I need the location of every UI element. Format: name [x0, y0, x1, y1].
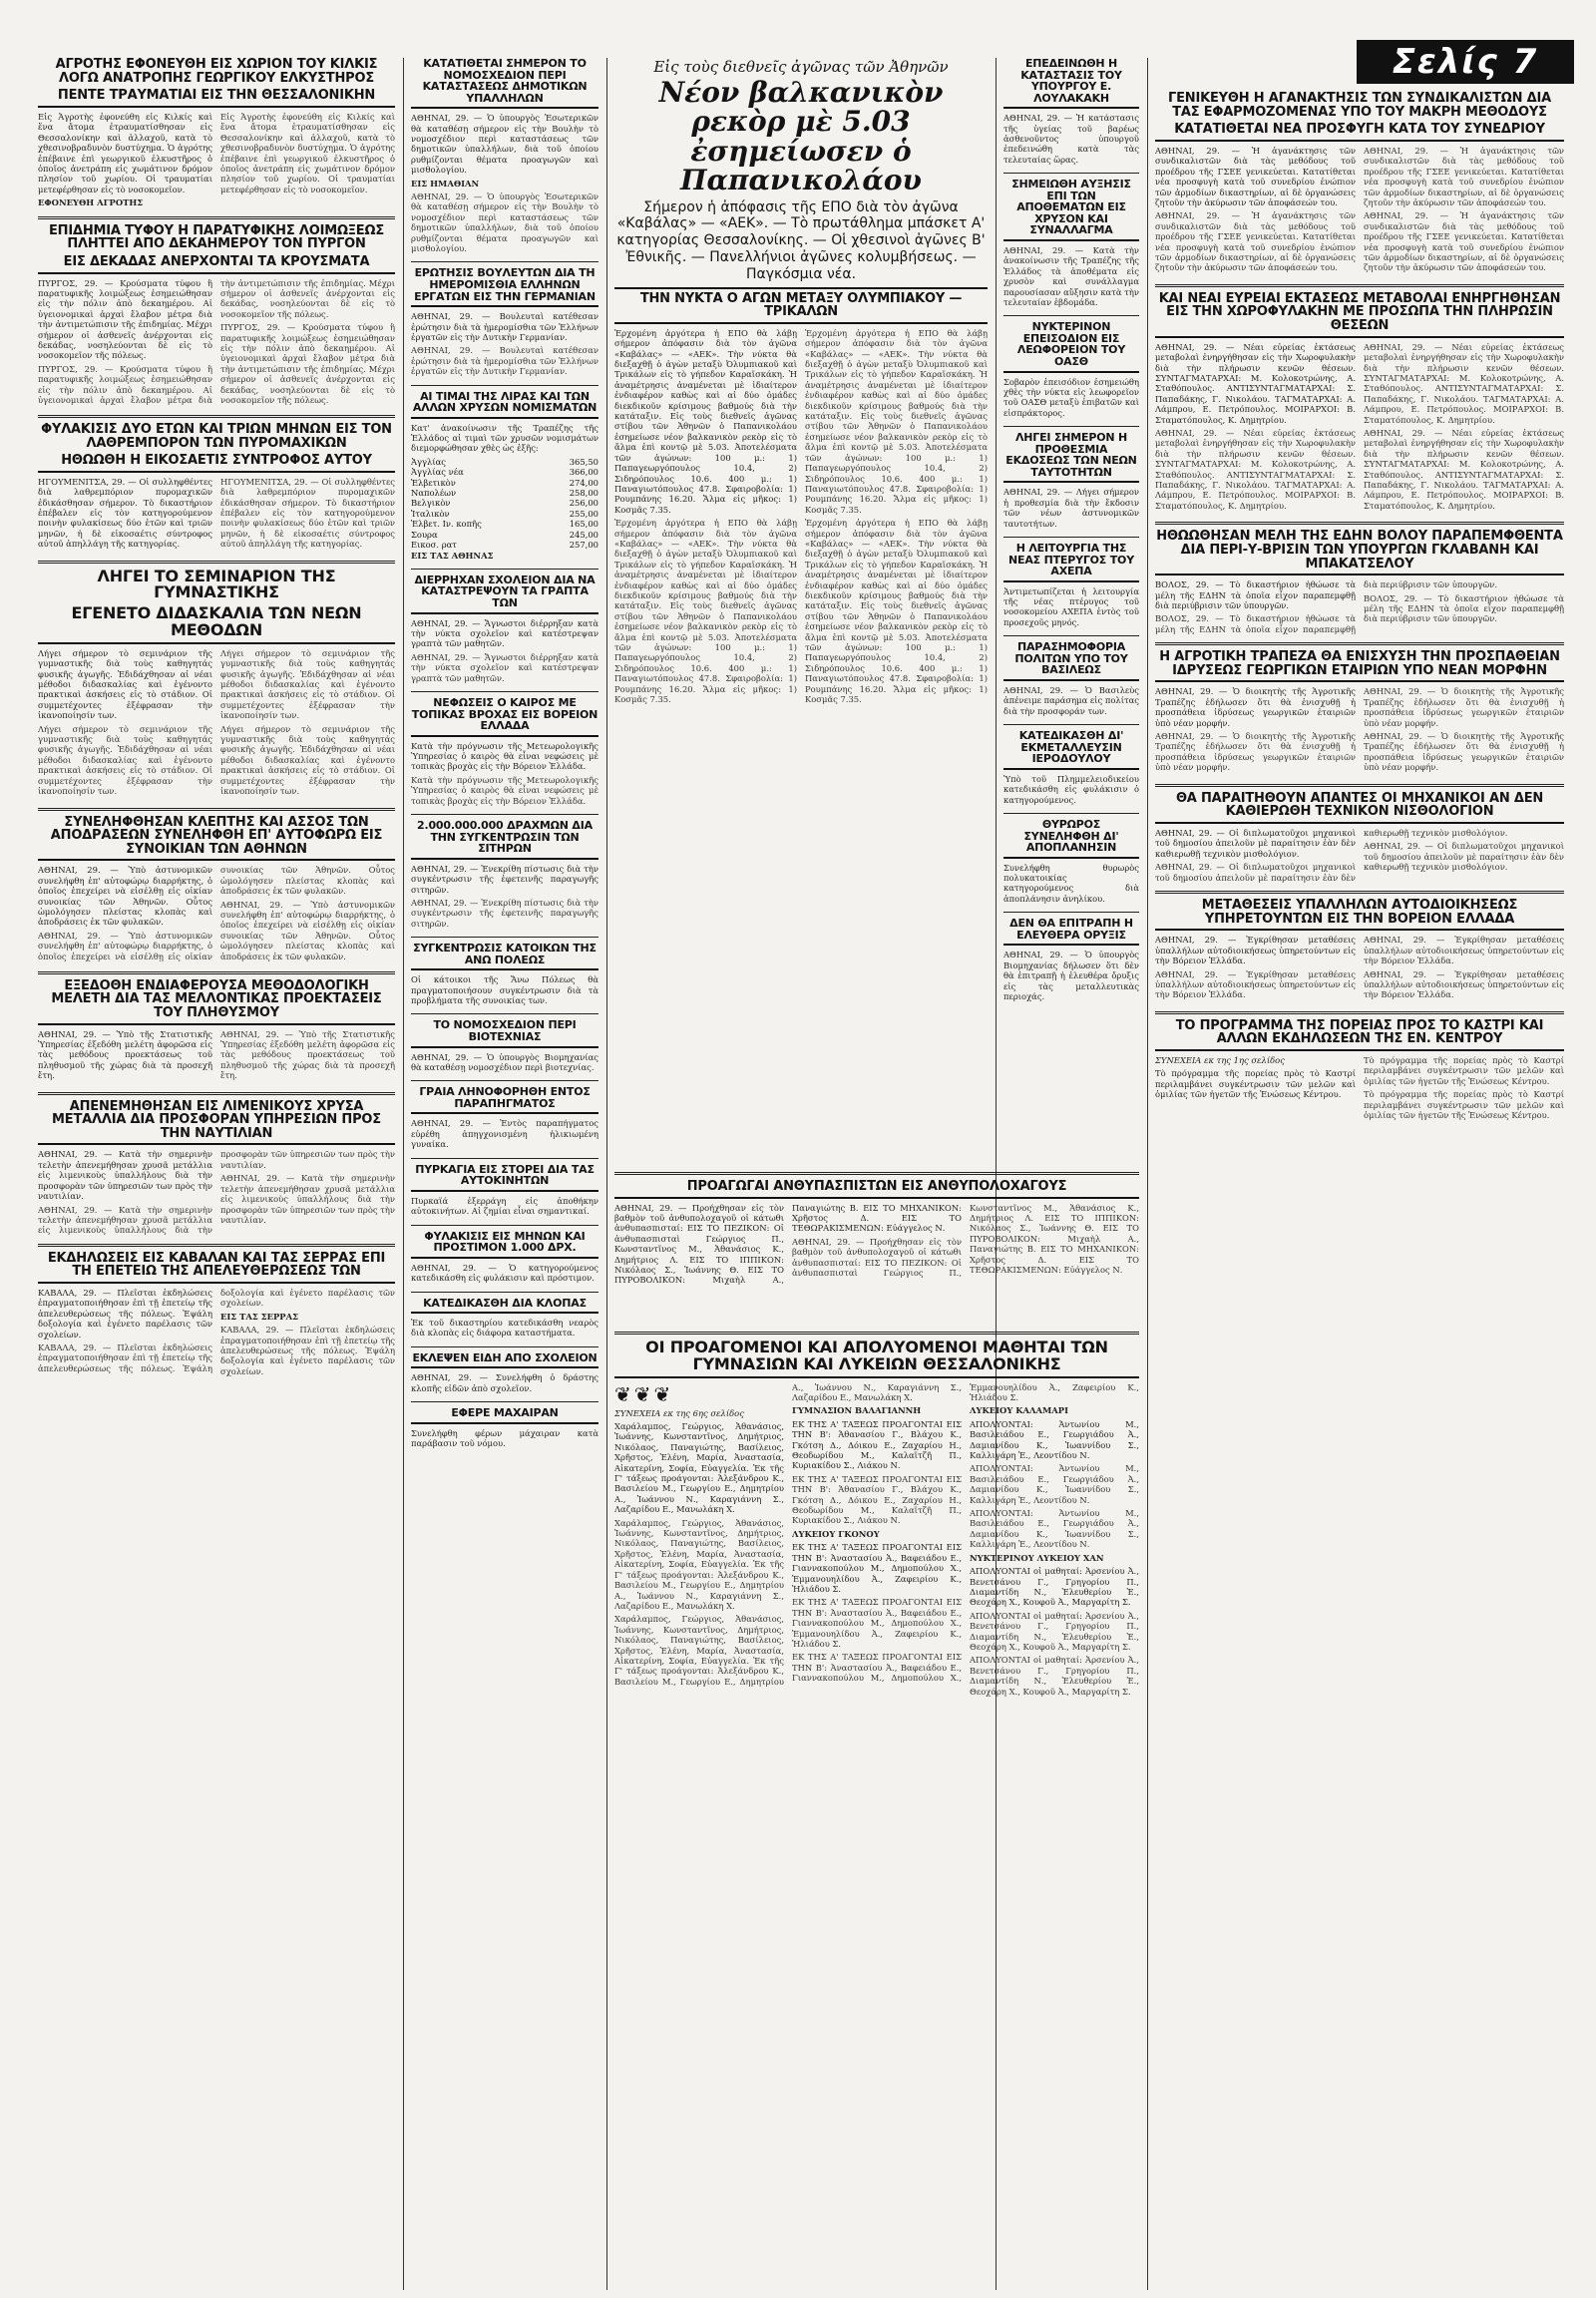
article-body: ΑΘΗΝΑΙ, 29. — Κατὰ τὴν σημερινὴν τελετὴν ἀπενεμήθησαν χρυσᾶ μετάλλια εἰς λιμενικοὺς ὑπαλλήλους διὰ τὴν προσφορὰν τῶν ὑπηρεσιῶν των πρὸς τὴν ναυτιλίαν. [38, 1149, 395, 1236]
price-row [411, 457, 598, 467]
article-id-cards [1003, 432, 1139, 529]
article-tractor [38, 58, 395, 208]
article-body: ΑΘΗΝΑΙ, 29. — Κατὰ τὴν σημερινὴν τελετὴν ἀπενεμήθησαν χρυσᾶ μετάλλια εἰς λιμενικοὺς ὑπαλλήλους διὰ τὴν προσφορὰν τῶν ὑπηρεσιῶν των πρὸς τὴν ναυτιλίαν. [220, 1173, 395, 1225]
headline: ΠΥΡΚΑΓΙΑ ΕΙΣ ΣΤΟΡΕΙ ΔΙΑ ΤΑΣ ΑΥΤΟΚΙΝΗΤΩΝ [411, 1164, 598, 1192]
article-typhus [38, 224, 395, 407]
article-body: ΚΑΒΑΛΑ, 29. — Πλεῖσται ἐκδηλώσεις ἐπραγματοποιήθησαν ἐπὶ τῇ ἐπετείῳ τῆς ἀπελευθερώσεως τῆς πόλεως. Ἐψάλη δοξολογία καὶ ἐγένετο παρέλασις τῶν σχολείων. [38, 1288, 212, 1340]
article-body: ΑΘΗΝΑΙ, 29. — Προήχθησαν εἰς τὸν βαθμὸν τοῦ ἀνθυπολοχαγοῦ οἱ κάτωθι ἀνθυπασπισταί: ΕΙΣ ΤΟ ΠΕΖΙΚΟΝ: Οἱ ἀνθυπασπισταὶ Γεώργιος Π., Κωνσταντῖνος Μ., Ἀθανάσιος Κ., Δημήτριος Λ. ΕΙΣ ΤΟ ΙΠΠΙΚΟΝ: Νικόλαος Σ., Ἰωάννης Θ. ΕΙΣ ΤΟ ΠΥΡΟΒΟΛΙΚΟΝ: Μιχαὴλ Α., Παναγιώτης Β. ΕΙΣ ΤΟ ΜΗΧΑΝΙΚΟΝ: Χρῆστος Δ. ΕΙΣ ΤΟ ΤΕΘΩΡΑΚΙΣΜΕΝΩΝ: Εὐάγγελος Ν. [792, 1202, 1139, 1279]
article-body: Πυρκαϊά ἐξερράγη εἰς ἀποθήκην αὐτοκινήτων. Αἱ ζημίαι εἶναι σημαντικαί. [411, 1195, 598, 1217]
coin-price: 274,00 [569, 477, 598, 488]
headline: ΚΑΙ ΝΕΑΙ ΕΥΡΕΙΑΙ ΕΚΤΑΣΕΩΣ ΜΕΤΑΒΟΛΑΙ ΕΝΗΡΓΗΘΗΣΑΝ ΕΙΣ ΤΗΝ ΧΩΡΟΦΥΛΑΚΗΝ ΜΕ ΠΡΟΣΩΠΑ ΤΗΝ ΠΛΗΡΩΣΙΝ ΘΕΣΕΩΝ [1155, 292, 1564, 338]
article-body: ΚΑΒΑΛΑ, 29. — Πλεῖσται ἐκδηλώσεις ἐπραγματοποιήθησαν ἐπὶ τῇ ἐπετείῳ τῆς ἀπελευθερώσεως τῆς πόλεως. Ἐψάλη δοξολογία καὶ ἐγένετο παρέλασις τῶν σχολείων. [220, 1325, 395, 1376]
article-bus-incident [1003, 321, 1139, 418]
headline: Η ΑΓΡΟΤΙΚΗ ΤΡΑΠΕΖΑ ΘΑ ΕΝΙΣΧΥΣΗ ΤΗΝ ΠΡΟΣΠΑΘΕΙΑΝ ΙΔΡΥΣΕΩΣ ΓΕΩΡΓΙΚΩΝ ΕΤΑΙΡΙΩΝ ΥΠΟ ΝΕΑΝ ΜΟΡΦΗΝ [1155, 650, 1564, 682]
article-body: ΑΘΗΝΑΙ, 29. — Ἄγνωστοι διέρρηξαν κατὰ τὴν νύκτα σχολεῖον καὶ κατέστρεψαν γραπτὰ τῶν μαθητῶν. [411, 651, 598, 683]
article-body: ΗΓΟΥΜΕΝΙΤΣΑ, 29. — Οἱ συλληφθέντες διὰ λαθρεμπόριον πυρομαχικῶν ἐδικάσθησαν σήμερον. Τὸ δικαστήριον ἐπέβαλεν εἰς τὸν κατηγορούμενον ποινὴν φυλακίσεως δύο ἐτῶν καὶ τριῶν μηνῶν, ἡ δὲ εἰκοσαέτις σύντροφος αὐτοῦ ἀπηλλάγη τῆς κατηγορίας. [220, 476, 395, 550]
headline: ΕΡΩΤΗΣΙΣ ΒΟΥΛΕΥΤΩΝ ΔΙΑ ΤΗ ΗΜΕΡΟΜΙΣΘΙΑ ΕΛΛΗΝΩΝ ΕΡΓΑΤΩΝ ΕΙΣ ΤΗΝ ΓΕΡΜΑΝΙΑΝ [411, 267, 598, 307]
article-body: ΑΘΗΝΑΙ, 29. — Ὁ διοικητὴς τῆς Ἀγροτικῆς Τραπέζης ἐδήλωσεν ὅτι θὰ ἐνισχυθῇ ἡ προσπάθεια ἱδρύσεως γεωργικῶν ἑταιριῶν ὑπὸ νέαν μορφήν. [1364, 731, 1564, 773]
article-burglar [38, 816, 395, 963]
coin-price: 245,00 [569, 529, 598, 540]
article-body: Εἰς Ἀγροτὴς ἐφονεύθη εἰς Κιλκίς καὶ ἕνα ἄτομα ἐτραυματίσθησαν εἰς Θεσσαλονίκην καὶ ἀλλαχοῦ, κατὰ τὸ χθεσινοβραδυνὸν δυστύχημα. Ὁ ἀγρότης ἐπέβαινε ἐπὶ γεωργικοῦ ἐλκυστῆρος ὁ ὁποῖος ἀνετράπη εἰς χωμάτινον δρόμον πλησίον τοῦ χωρίου. Οἱ τραυματίαι μετεφέρθησαν εἰς τὸ νοσοκομεῖον. [220, 111, 395, 194]
article-school-break-in [411, 574, 598, 683]
article-body: Τὸ πρόγραμμα τῆς πορείας πρὸς τὸ Καστρί περιλαμβάνει συγκέντρωσιν τῶν μελῶν καὶ ὁμιλίας τῶν ἡγετῶν τῆς Ἑνώσεως Κέντρου. [1364, 1055, 1564, 1086]
continuation-note: ΣΥΝΕΧΕΙΑ εκ της 6ης σελίδος [614, 1407, 744, 1418]
article-body: Ἐρχομένη ἀργότερα ἡ ΕΠΟ θὰ λάβῃ σήμερον ἀπόφασιν διὰ τὸν ἀγῶνα «Καβάλας» — «ΑΕΚ». Τὴν νύκτα θὰ διεξαχθῇ ὁ ἀγὼν μεταξὺ Ὀλυμπιακοῦ καὶ Τρικάλων εἰς τὸ γήπεδον Καραϊσκάκη. Ἡ ἀναμέτρησις ἀναμένεται μὲ ἰδιαίτερον ἐνδιαφέρον καθὼς καὶ αἱ δύο ὁμάδες διεκδικοῦν κρίσιμους βαθμούς διὰ τὴν κατάταξιν. Εἰς τοὺς διεθνεῖς ἀγῶνας στίβου τῶν Ἀθηνῶν ὁ Παπανικολάου ἐσημείωσε νέον βαλκανικὸν ρεκὸρ εἰς τὸ ἄλμα ἐπὶ κοντῷ μὲ 5.03. Ἀποτελέσματα τῶν ἀγώνων: 100 μ.: 1) Παπαγεωργόπουλος 10.4, 2) Σιδηρόπουλος 10.6. 400 μ.: 1) Παναγιωτόπουλος 47.8. Σφαιροβολία: 1) Ρουμπάνης 16.20. Ἄλμα εἰς μῆκος: 1) Κοσμᾶς 7.35. [805, 518, 988, 705]
column-3 [614, 58, 988, 1165]
article-body: ΑΘΗΝΑΙ, 29. — Οἱ διπλωματοῦχοι μηχανικοὶ τοῦ δημοσίου ἀπειλοῦν μὲ παραίτησιν ἐὰν δὲν καθιερωθῇ τεχνικὸν μισθολόγιον. [1155, 827, 1508, 883]
article-body: ΕΚ ΤΗΣ Α' ΤΑΞΕΩΣ ΠΡΟΑΓΟΝΤΑΙ ΕΙΣ ΤΗΝ Β': Ἀθανασίου Γ., Βλάχου Κ., Γκότση Δ., Δόικου Ε., Ζαχαρίου Η., Θεοδωρίδου Μ., Καλαϊτζῆ Π., Κυριακίδου Σ., Λιάκου Ν. [792, 1473, 962, 1526]
article-body: ΑΘΗΝΑΙ, 29. — Οἱ διπλωματοῦχοι μηχανικοὶ τοῦ δημοσίου ἀπειλοῦν μὲ παραίτησιν ἐὰν δὲν καθιερωθῇ τεχνικὸν μισθολόγιον. [1364, 841, 1564, 873]
section-label: ΕΙΣ ΤΑΣ ΣΕΡΡΑΣ [220, 1311, 299, 1322]
gold-price-table [411, 457, 598, 551]
article-body: ΑΘΗΝΑΙ, 29. — Οἱ διπλωματοῦχοι μηχανικοὶ τοῦ δημοσίου ἀπειλοῦν μὲ παραίτησιν ἐὰν δὲν καθιερωθῇ τεχνικὸν μισθολόγιον. [1155, 827, 1356, 859]
headline: Η ΛΕΙΤΟΥΡΓΙΑ ΤΗΣ ΝΕΑΣ ΠΤΕΡΥΓΟΣ ΤΟΥ ΑΧΕΠΑ [1003, 543, 1139, 582]
article-body: Ἐρχομένη ἀργότερα ἡ ΕΠΟ θὰ λάβῃ σήμερον ἀπόφασιν διὰ τὸν ἀγῶνα «Καβάλας» — «ΑΕΚ». Τὴν νύκτα θὰ διεξαχθῇ ὁ ἀγὼν μεταξὺ Ὀλυμπιακοῦ καὶ Τρικάλων εἰς τὸ γήπεδον Καραϊσκάκη. Ἡ ἀναμέτρησις ἀναμένεται μὲ ἰδιαίτερον ἐνδιαφέρον καθὼς καὶ αἱ δύο ὁμάδες διεκδικοῦν κρίσιμους βαθμούς διὰ τὴν κατάταξιν. Εἰς τοὺς διεθνεῖς ἀγῶνας στίβου τῶν Ἀθηνῶν ὁ Παπανικολάου ἐσημείωσε νέον βαλκανικὸν ρεκὸρ εἰς τὸ ἄλμα ἐπὶ κοντῷ μὲ 5.03. Ἀποτελέσματα τῶν ἀγώνων: 100 μ.: 1) Παπαγεωργόπουλος 10.4, 2) Σιδηρόπουλος 10.6. 400 μ.: 1) Παναγιωτόπουλος 47.8. Σφαιροβολία: 1) Ρουμπάνης 16.20. Ἄλμα εἰς μῆκος: 1) Κοσμᾶς 7.35. [805, 327, 988, 515]
coin-name: Ἑλβετικὸν [411, 477, 456, 488]
price-row [411, 498, 598, 508]
ornament-icon: ❦❦❦ [614, 1381, 674, 1406]
coin-name: Σουρα [411, 529, 438, 540]
headline: ΑΙ ΤΙΜΑΙ ΤΗΣ ΛΙΡΑΣ ΚΑΙ ΤΩΝ ΑΛΛΩΝ ΧΡΥΣΩΝ ΝΟΜΙΣΜΑΤΩΝ [411, 391, 598, 419]
headline: ΠΑΡΑΣΗΜΟΦΟΡΙΑ ΠΟΛΙΤΩΝ ΥΠΟ ΤΟΥ ΒΑΣΙΛΕΩΣ [1003, 641, 1139, 681]
article-body: ΑΘΗΝΑΙ, 29. — Ὁ ὑπουργὸς Ἐσωτερικῶν θὰ καταθέσῃ σήμερον εἰς τὴν Βουλὴν τὸ νομοσχέδιον περὶ καταστάσεως τῶν δημοτικῶν ὑπαλλήλων, διὰ τοῦ ὁποίου ρυθμίζονται θέματα προαγωγῶν καὶ μισθολογίου. [411, 113, 598, 176]
headline: ΚΑΤΕΔΙΚΑΣΘΗ ΔΙΑ ΚΛΟΠΑΣ [411, 1298, 598, 1315]
price-row [411, 540, 598, 550]
article-body: ΑΘΗΝΑΙ, 29. — Ἡ ἀγανάκτησις τῶν συνδικαλιστῶν διὰ τὰς μεθόδους τοῦ προέδρου τῆς ΓΣΕΕ γενικεύεται. Κατατίθεται νέα προσφυγὴ κατὰ τοῦ συνεδρίου ἐνώπιον τῶν ἁρμοδίων δικαστηρίων, αἱ δὲ ὀργανώσεις ζητοῦν τὴν ἀκύρωσιν τῶν ἀποφάσεών του. [1155, 145, 1356, 207]
article-body: ΑΘΗΝΑΙ, 29. — Νέαι εὐρείας ἐκτάσεως μεταβολαὶ ἐνηργήθησαν εἰς τὴν Χωροφυλακὴν διὰ τὴν πλήρωσιν κενῶν θέσεων. ΣΥΝΤΑΓΜΑΤΑΡΧΑΙ: Μ. Κολοκοτρώνης, Α. Σταθόπουλος. ΑΝΤΙΣΥΝΤΑΓΜΑΤΑΡΧΑΙ: Σ. Παπαδάκης, Γ. Νικολάου. ΤΑΓΜΑΤΑΡΧΑΙ: Α. Λάμπρου, Ε. Πετρόπουλος. ΜΟΙΡΑΡΧΟΙ: Β. Σταματόπουλος, Κ. Δημητρίου. [1364, 427, 1564, 511]
coin-name: Ναπολέων [411, 488, 457, 499]
article-reserves [1003, 179, 1139, 307]
article-body: ΑΘΗΝΑΙ, 29. — Ὑπὸ ἀστυνομικῶν συνελήφθη ἐπ' αὐτοφώρῳ διαρρήκτης, ὁ ὁποῖος ἐπεχείρει νὰ εἰσέλθῃ εἰς οἰκίαν συνοικίας τῶν Ἀθηνῶν. Οὗτος ὡμολόγησεν πλείστας κλοπὰς καὶ ἀποδράσεις ἐκ τῶν φυλακῶν. [38, 865, 395, 961]
article-body: Τὸ πρόγραμμα τῆς πορείας πρὸς τὸ Καστρί περιλαμβάνει συγκέντρωσιν τῶν μελῶν καὶ ὁμιλίας τῶν ἡγετῶν τῆς Ἑνώσεως Κέντρου. [1364, 1089, 1564, 1121]
headline: ΛΗΓΕΙ ΤΟ ΣΕΜΙΝΑΡΙΟΝ ΤΗΣ ΓΥΜΝΑΣΤΙΚΗΣ [97, 566, 336, 602]
article-body: ΑΘΗΝΑΙ, 29. — Κατὰ τὴν σημερινὴν τελετὴν ἀπενεμήθησαν χρυσᾶ μετάλλια εἰς λιμενικοὺς ὑπαλλήλους διὰ τὴν προσφορὰν τῶν ὑπηρεσιῶν των πρὸς τὴν ναυτιλίαν. [38, 1149, 212, 1202]
article-body: Συνελήφθη φέρων μάχαιραν κατὰ παράβασιν τοῦ νόμου. [411, 1427, 598, 1449]
article-body: ΚΑΒΑΛΑ, 29. — Πλεῖσται ἐκδηλώσεις ἐπραγματοποιήθησαν ἐπὶ τῇ ἐπετείῳ τῆς ἀπελευθερώσεως τῆς πόλεως. Ἐψάλη δοξολογία καὶ ἐγένετο παρέλασις τῶν σχολείων. [38, 1288, 395, 1373]
article-body: Ἀντιμετωπίζεται ἡ λειτουργία τῆς νέας πτέρυγος τοῦ νοσοκομείου ΑΧΕΠΑ ἐντὸς τοῦ προσεχοῦς μηνός. [1003, 585, 1139, 627]
article-mining [1003, 918, 1139, 1001]
article-seminar [38, 566, 395, 800]
article-body: Ἐρχομένη ἀργότερα ἡ ΕΠΟ θὰ λάβῃ σήμερον ἀπόφασιν διὰ τὸν ἀγῶνα «Καβάλας» — «ΑΕΚ». Τὴν νύκτα θὰ διεξαχθῇ ὁ ἀγὼν μεταξὺ Ὀλυμπιακοῦ καὶ Τρικάλων εἰς τὸ γήπεδον Καραϊσκάκη. Ἡ ἀναμέτρησις ἀναμένεται μὲ ἰδιαίτερον ἐνδιαφέρον καθὼς καὶ αἱ δύο ὁμάδες διεκδικοῦν κρίσιμους βαθμούς διὰ τὴν κατάταξιν. Εἰς τοὺς διεθνεῖς ἀγῶνας στίβου τῶν Ἀθηνῶν ὁ Παπανικολάου ἐσημείωσε νέον βαλκανικὸν ρεκὸρ εἰς τὸ ἄλμα ἐπὶ κοντῷ μὲ 5.03. Ἀποτελέσματα τῶν ἀγώνων: 100 μ.: 1) Παπαγεωργόπουλος 10.4, 2) Σιδηρόπουλος 10.6. 400 μ.: 1) Παναγιωτόπουλος 47.8. Σφαιροβολία: 1) Ρουμπάνης 16.20. Ἄλμα εἰς μῆκος: 1) Κοσμᾶς 7.35. [614, 518, 797, 705]
article-body: ΑΘΗΝΑΙ, 29. — Ἐγκρίθησαν μεταθέσεις ὑπαλλήλων αὐτοδιοικήσεως ὑπηρετούντων εἰς τὴν Βόρειον Ἑλλάδα. [1155, 935, 1356, 966]
article-body: Ἐκ τοῦ δικαστηρίου κατεδικάσθη νεαρὸς διὰ κλοπὰς εἰς διάφορα καταστήματα. [411, 1318, 598, 1339]
article-body: ΑΘΗΝΑΙ, 29. — Ὁ ὑπουργὸς Βιομηχανίας δήλωσεν ὅτι δὲν θὰ ἐπιτραπῇ ἡ ἐλευθέρα ὄρυξις εἰς τὰς μεταλλευτικὰς περιοχάς. [1003, 950, 1139, 1001]
article-edin-volos [1155, 530, 1564, 634]
headline: ΟΙ ΠΡΟΑΓΟΜΕΝΟΙ ΚΑΙ ΑΠΟΛΥΟΜΕΝΟΙ ΜΑΘΗΤΑΙ ΤΩΝ ΓΥΜΝΑΣΙΩΝ ΚΑΙ ΛΥΚΕΙΩΝ ΘΕΣΣΑΛΟΝΙΚΗΣ [614, 1340, 1139, 1378]
article-body: ΑΘΗΝΑΙ, 29. — Ὁ κατηγορούμενος κατεδικάσθη εἰς φυλάκισιν καὶ πρόστιμον. [411, 1262, 598, 1284]
headline: ΕΠΕΔΕΙΝΩΘΗ Η ΚΑΤΑΣΤΑΣΙΣ ΤΟΥ ΥΠΟΥΡΓΟΥ Ε. ΛΟΥΛΑΚΑΚΗ [1003, 58, 1139, 109]
article-body: Κατ' ἀνακοίνωσιν τῆς Τραπέζης τῆς Ἑλλάδος αἱ τιμαὶ τῶν χρυσῶν νομισμάτων διεμορφώθησαν χθὲς ὡς ἑξῆς: [411, 422, 598, 454]
headline: ΔΙΕΡΡΗΧΑΝ ΣΧΟΛΕΙΟΝ ΔΙΑ ΝΑ ΚΑΤΑΣΤΡΕΨΟΥΝ ΤΑ ΓΡΑΠΤΑ ΤΩΝ [411, 574, 598, 614]
article-body: ΠΥΡΓΟΣ, 29. — Κρούσματα τύφου ἢ παρατυφικῆς λοιμώξεως ἐσημειώθησαν εἰς τὴν πόλιν ἀπὸ δεκαημέρου. Αἱ ὑγειονομικαὶ ἀρχαὶ ἔλαβον μέτρα διὰ τὴν ἀντιμετώπισιν τῆς ἐπιδημίας. Μέχρι σήμερον οἱ ἀσθενεῖς ἀνέρχονται εἰς δεκάδας, νοσηλεύονται δὲ εἰς τὸ νοσοκομεῖον τῆς πόλεως. [220, 322, 395, 405]
article-body: ΑΘΗΝΑΙ, 29. — Βουλευταὶ κατέθεσαν ἐρώτησιν διὰ τὰ ἡμερομίσθια τῶν Ἑλλήνων ἐργατῶν εἰς τὴν Δυτικὴν Γερμανίαν. [411, 345, 598, 377]
article-body: ΑΘΗΝΑΙ, 29. — Ὑπὸ τῆς Στατιστικῆς Ὑπηρεσίας ἐξεδόθη μελέτη ἀφορῶσα εἰς τὰς μεθόδους προεκτάσεως τοῦ πληθυσμοῦ τῆς χώρας διὰ τὰ προσεχῆ ἔτη. [38, 1028, 212, 1081]
article-body: ΑΘΗΝΑΙ, 29. — Ὁ διοικητὴς τῆς Ἀγροτικῆς Τραπέζης ἐδήλωσεν ὅτι θὰ ἐνισχυθῇ ἡ προσπάθεια ἱδρύσεως γεωργικῶν ἑταιριῶν ὑπὸ νέαν μορφήν. [1155, 686, 1356, 728]
headline: ΛΗΓΕΙ ΣΗΜΕΡΟΝ Η ΠΡΟΘΕΣΜΙΑ ΕΚΔΟΣΕΩΣ ΤΩΝ ΝΕΩΝ ΤΑΥΤΟΤΗΤΩΝ [1003, 432, 1139, 483]
article-body: ΕΚ ΤΗΣ Α' ΤΑΞΕΩΣ ΠΡΟΑΓΟΝΤΑΙ ΕΙΣ ΤΗΝ Β': Ἀναστασίου Ἀ., Βαφειάδου Ε., Γιαννακοπούλου Μ., Δημοπούλου Χ., Ἐμμανουηλίδου Ἀ., Ζαφειρίου Κ., Ἠλιάδου Σ. [792, 1542, 962, 1594]
article-doorman [1003, 819, 1139, 904]
article-body: ΑΘΗΝΑΙ, 29. — Ὁ διοικητὴς τῆς Ἀγροτικῆς Τραπέζης ἐδήλωσεν ὅτι θὰ ἐνισχυθῇ ἡ προσπάθεια ἱδρύσεως γεωργικῶν ἑταιριῶν ὑπὸ νέαν μορφήν. [1364, 686, 1564, 728]
headline: ΦΥΛΑΚΙΣΙΣ ΔΥΟ ΕΤΩΝ ΚΑΙ ΤΡΙΩΝ ΜΗΝΩΝ ΕΙΣ ΤΟΝ ΛΑΘΡΕΜΠΟΡΟΝ ΤΩΝ ΠΥΡΟΜΑΧΙΚΩΝ [41, 421, 392, 451]
price-row [411, 509, 598, 519]
article-body: ΑΘΗΝΑΙ, 29. — Ἡ ἀγανάκτησις τῶν συνδικαλιστῶν διὰ τὰς μεθόδους τοῦ προέδρου τῆς ΓΣΕΕ γενικεύεται. Κατατίθεται νέα προσφυγὴ κατὰ τοῦ συνεδρίου ἐνώπιον τῶν ἁρμοδίων δικαστηρίων, αἱ δὲ ὀργανώσεις ζητοῦν τὴν ἀκύρωσιν τῶν ἀποφάσεών του. [1364, 210, 1564, 273]
students-article [614, 1327, 1139, 2290]
article-body: ΑΠΟΛΥΟΝΤΑΙ: Ἀντωνίου Μ., Βασιλειάδου Ε., Γεωργιάδου Ἀ., Δαμιανίδου Κ., Ἰωαννίδου Σ., Καλλιγάρη Ἑ., Λεοντίδου Ν. [970, 1508, 1139, 1550]
coin-price: 365,50 [569, 456, 598, 467]
article-kastri-march [1155, 1019, 1564, 1121]
subheadline: ΗΘΩΩΘΗ Η ΕΙΚΟΣΑΕΤΙΣ ΣΥΝΤΡΟΦΟΣ ΑΥΤΟΥ [38, 454, 395, 473]
headline: ΕΦΕΡΕ ΜΑΧΑΙΡΑΝ [411, 1407, 598, 1424]
price-row [411, 478, 598, 488]
article-ano-poli [411, 943, 598, 1005]
coin-name: Ἀγγλίας [411, 456, 446, 467]
article-body: ΑΘΗΝΑΙ, 29. — Κατὰ τὴν ἀνακοίνωσιν τῆς Τραπέζης τῆς Ἑλλάδος τὰ ἀποθέματα εἰς χρυσὸν καὶ συνάλλαγμα παρουσίασαν αὔξησιν κατὰ τὴν τελευταίαν ἑβδομάδα. [1003, 244, 1139, 307]
article-body: ΑΘΗΝΑΙ, 29. — Λήγει σήμερον ἡ προθεσμία διὰ τὴν ἔκδοσιν τῶν νέων ἀστυνομικῶν ταυτοτήτων. [1003, 487, 1139, 529]
article-body: ΑΠΟΛΥΟΝΤΑΙ οἱ μαθηταί: Ἀρσενίου Ἀ., Βενετσάνου Γ., Γρηγορίου Π., Διαμαντίδη Ν., Ἐλευθερίου Ἑ., Θεοχάρη Χ., Κουφοῦ Ἀ., Μαργαρίτη Σ. [970, 1610, 1139, 1652]
article-body: Χαράλαμπος, Γεώργιος, Ἀθανάσιος, Ἰωάννης, Κωνσταντῖνος, Δημήτριος, Νικόλαος, Παναγιώτης, Βασίλειος, Χρῆστος, Ἐλένη, Μαρία, Ἀναστασία, Αἰκατερίνη, Σοφία, Εὐαγγελία. Ἐκ τῆς Γ' τάξεως προάγονται: Ἀλεξάνδρου Κ., Βασιλείου Μ., Γεωργίου Ε., Δημητρίου Α., Ἰωάννου Ν., Καραγιάννη Σ., Λαζαρίδου Ε., Μανωλάκη Χ. [614, 1381, 962, 1687]
article-body: Ἐρχομένη ἀργότερα ἡ ΕΠΟ θὰ λάβῃ σήμερον ἀπόφασιν διὰ τὸν ἀγῶνα «Καβάλας» — «ΑΕΚ». Τὴν νύκτα θὰ διεξαχθῇ ὁ ἀγὼν μεταξὺ Ὀλυμπιακοῦ καὶ Τρικάλων εἰς τὸ γήπεδον Καραϊσκάκη. Ἡ ἀναμέτρησις ἀναμένεται μὲ ἰδιαίτερον ἐνδιαφέρον καθὼς καὶ αἱ δύο ὁμάδες διεκδικοῦν κρίσιμους βαθμούς διὰ τὴν κατάταξιν. Εἰς τοὺς διεθνεῖς ἀγῶνας στίβου τῶν Ἀθηνῶν ὁ Παπανικολάου ἐσημείωσε νέον βαλκανικὸν ρεκὸρ εἰς τὸ ἄλμα ἐπὶ κοντῷ μὲ 5.03. Ἀποτελέσματα τῶν ἀγώνων: 100 μ.: 1) Παπαγεωργόπουλος 10.4, 2) Σιδηρόπουλος 10.6. 400 μ.: 1) Παναγιωτόπουλος 47.8. Σφαιροβολία: 1) Ρουμπάνης 16.20. Ἄλμα εἰς μῆκος: 1) Κοσμᾶς 7.35. [614, 327, 797, 515]
kicker: Εἰς τοὺς διεθνεῖς ἀγῶνας τῶν Ἀθηνῶν [653, 58, 949, 76]
article-population-study [38, 979, 395, 1084]
lead-headline: Νέον βαλκανικὸν ρεκὸρ μὲ 5.03 ἐσημείωσεν ὁ Παπανικολάου [658, 76, 944, 197]
article-knife [411, 1407, 598, 1448]
article-body: ΑΘΗΝΑΙ, 29. — Συνελήφθη ὁ δράστης κλοπῆς εἰδῶν ἀπὸ σχολεῖον. [411, 1372, 598, 1393]
coin-name: Βελγικὸν [411, 498, 451, 509]
headline: ΝΕΦΩΣΕΙΣ Ο ΚΑΙΡΟΣ ΜΕ ΤΟΠΙΚΑΣ ΒΡΟΧΑΣ ΕΙΣ ΒΟΡΕΙΟΝ ΕΛΛΑΔΑ [411, 697, 598, 737]
article-body: Οἱ κάτοικοι τῆς Ἄνω Πόλεως θὰ πραγματοποιήσουν συγκέντρωσιν διὰ τὰ προβλήματα τῆς συνοικίας των. [411, 974, 598, 1006]
article-transfers [1155, 899, 1564, 1003]
article-body: Λήγει σήμερον τὸ σεμινάριον τῆς γυμναστικῆς διὰ τοὺς καθηγητάς φυσικῆς ἀγωγῆς. Ἐδιδάχθησαν αἱ νέαι μέθοδοι διδασκαλίας καὶ ἐγένοντο πρακτικαὶ ἀσκήσεις εἰς τὸ στάδιον. Οἱ συμμετέχοντες ἐξέφρασαν τὴν ἱκανοποίησίν των. [220, 723, 395, 797]
coin-price: 257,00 [569, 540, 598, 551]
section-label: ΕΦΟΝΕΥΘΗ ΑΓΡΟΤΗΣ [38, 197, 144, 208]
article-body: ΑΘΗΝΑΙ, 29. — Ἡ ἀγανάκτησις τῶν συνδικαλιστῶν διὰ τὰς μεθόδους τοῦ προέδρου τῆς ΓΣΕΕ γενικεύεται. Κατατίθεται νέα προσφυγὴ κατὰ τοῦ συνεδρίου ἐνώπιον τῶν ἁρμοδίων δικαστηρίων, αἱ δὲ ὀργανώσεις ζητοῦν τὴν ἀκύρωσιν τῶν ἀποφάσεών του. [1155, 210, 1356, 273]
article-body: Λήγει σήμερον τὸ σεμινάριον τῆς γυμναστικῆς διὰ τοὺς καθηγητάς φυσικῆς ἀγωγῆς. Ἐδιδάχθησαν αἱ νέαι μέθοδοι διδασκαλίας καὶ ἐγένοντο πρακτικαὶ ἀσκήσεις εἰς τὸ στάδιον. Οἱ συμμετέχοντες ἐξέφρασαν τὴν ἱκανοποίησίν των. [38, 723, 212, 797]
article-body: ΑΘΗΝΑΙ, 29. — Ὁ διοικητὴς τῆς Ἀγροτικῆς Τραπέζης ἐδήλωσεν ὅτι θὰ ἐνισχυθῇ ἡ προσπάθεια ἱδρύσεως γεωργικῶν ἑταιριῶν ὑπὸ νέαν μορφήν. [1155, 731, 1356, 773]
article-king-medals [1003, 641, 1139, 716]
price-row [411, 519, 598, 529]
subheadline: ΠΕΝΤΕ ΤΡΑΥΜΑΤΙΑΙ ΕΙΣ ΤΗΝ ΘΕΣΣΑΛΟΝΙΚΗΝ [38, 89, 395, 108]
article-kavala [38, 1252, 395, 1377]
column-5 [1155, 92, 1564, 2290]
article-grain [411, 820, 598, 929]
article-body: Τὸ πρόγραμμα τῆς πορείας πρὸς τὸ Καστρί περιλαμβάνει συγκέντρωσιν τῶν μελῶν καὶ ὁμιλίας τῶν ἡγετῶν τῆς Ἑνώσεως Κέντρου. [1155, 1068, 1356, 1100]
headline: ΣΥΝΕΛΗΦΘΗΣΑΝ ΚΛΕΠΤΗΣ ΚΑΙ ΑΣΣΟΣ ΤΩΝ ΑΠΟΔΡΑΣΕΩΝ ΣΥΝΕΛΗΦΘΗ ΕΠ' ΑΥΤΟΦΩΡΩ ΕΙΣ ΣΥΝΟΙΚΙΑΝ ΤΩΝ ΑΘΗΝΩΝ [38, 816, 395, 862]
headline: ΑΓΡΟΤΗΣ ΕΦΟΝΕΥΘΗ ΕΙΣ ΧΩΡΙΟΝ ΤΟΥ ΚΙΛΚΙΣ ΛΟΓΩ ΑΝΑΤΡΟΠΗΣ ΓΕΩΡΓΙΚΟΥ ΕΛΚΥΣΤΗΡΟΣ [55, 58, 378, 86]
article-conviction [1003, 730, 1139, 805]
school-label: ΛΥΚΕΙΟΥ ΚΑΛΑΜΑΡΙ [970, 1405, 1069, 1416]
page-number: Σελίς 7 [1392, 42, 1539, 82]
article-body: ΑΘΗΝΑΙ, 29. — Ὑπὸ τῆς Στατιστικῆς Ὑπηρεσίας ἐξεδόθη μελέτη ἀφορῶσα εἰς τὰς μεθόδους προεκτάσεως τοῦ πληθυσμοῦ τῆς χώρας διὰ τὰ προσεχῆ ἔτη. [220, 1028, 395, 1081]
column-1 [38, 58, 395, 2290]
headline: ΔΕΝ ΘΑ ΕΠΙΤΡΑΠΗ Η ΕΛΕΥΘΕΡΑ ΟΡΥΞΙΣ [1003, 918, 1139, 946]
headline: ΘΥΡΩΡΟΣ ΣΥΝΕΛΗΦΘΗ ΔΙ' ΑΠΟΠΛΑΝΗΣΙΝ [1003, 819, 1139, 859]
coin-price: 255,00 [569, 508, 598, 519]
article-body: ΑΘΗΝΑΙ, 29. — Ἡ κατάστασις τῆς ὑγείας τοῦ βαρέως ἀσθενοῦντος ὑπουργοῦ ἐπεδεινώθη κατὰ τὰς τελευταίας ὥρας. [1003, 113, 1139, 165]
article-body: ΠΥΡΓΟΣ, 29. — Κρούσματα τύφου ἢ παρατυφικῆς λοιμώξεως ἐσημειώθησαν εἰς τὴν πόλιν ἀπὸ δεκαημέρου. Αἱ ὑγειονομικαὶ ἀρχαὶ ἔλαβον μέτρα διὰ τὴν ἀντιμετώπισιν τῆς ἐπιδημίας. Μέχρι σήμερον οἱ ἀσθενεῖς ἀνέρχονται εἰς δεκάδας, νοσηλεύονται δὲ εἰς τὸ νοσοκομεῖον τῆς πόλεως. [38, 277, 212, 361]
price-row [411, 467, 598, 477]
continuation-note: ΣΥΝΕΧΕΙΑ εκ της 1ης σελίδος [1155, 1055, 1285, 1066]
headline: ΜΕΤΑΘΕΣΕΙΣ ΥΠΑΛΛΗΛΩΝ ΑΥΤΟΔΙΟΙΚΗΣΕΩΣ ΥΠΗΡΕΤΟΥΝΤΩΝ ΕΙΣ ΤΗΝ ΒΟΡΕΙΟΝ ΕΛΛΑΔΑ [1155, 899, 1564, 931]
article-body: Εἰς Ἀγροτὴς ἐφονεύθη εἰς Κιλκίς καὶ ἕνα ἄτομα ἐτραυματίσθησαν εἰς Θεσσαλονίκην καὶ ἀλλαχοῦ, κατὰ τὸ χθεσινοβραδυνὸν δυστύχημα. Ὁ ἀγρότης ἐπέβαινε ἐπὶ γεωργικοῦ ἐλκυστῆρος ὁ ὁποῖος ἀνετράπη εἰς χωμάτινον δρόμον πλησίον τοῦ χωρίου. Οἱ τραυματίαι μετεφέρθησαν εἰς τὸ νοσοκομεῖον. [38, 111, 212, 194]
article-body: ΑΘΗΝΑΙ, 29. — Ἐνεκρίθη πίστωσις διὰ τὴν συγκέντρωσιν τῆς ἐφετεινῆς παραγωγῆς σιτηρῶν. [411, 863, 598, 895]
headline: ΣΗΜΕΙΩΘΗ ΑΥΞΗΣΙΣ ΕΠΙ ΤΩΝ ΑΠΟΘΕΜΑΤΩΝ ΕΙΣ ΧΡΥΣΟΝ ΚΑΙ ΣΥΝΑΛΛΑΓΜΑ [1003, 179, 1139, 241]
article-body: ΑΘΗΝΑΙ, 29. — Ὁ Βασιλεὺς ἀπένειμε παράσημα εἰς πολίτας διὰ τὴν προσφοράν των. [1003, 684, 1139, 716]
section-label: ΕΙΣ ΤΑΣ ΑΘΗΝΑΣ [411, 550, 494, 561]
article-body: Κατὰ τὴν πρόγνωσιν τῆς Μετεωρολογικῆς Ὑπηρεσίας ὁ καιρὸς θὰ εἶναι νεφώσεις μὲ τοπικὰς βροχὰς εἰς τὴν Βόρειον Ἑλλάδα. [411, 740, 598, 772]
article-agri-bank [1155, 650, 1564, 776]
article-crafts-bill [411, 1019, 598, 1072]
article-body: Χαράλαμπος, Γεώργιος, Ἀθανάσιος, Ἰωάννης, Κωνσταντῖνος, Δημήτριος, Νικόλαος, Παναγιώτης, Βασίλειος, Χρῆστος, Ἐλένη, Μαρία, Ἀναστασία, Αἰκατερίνη, Σοφία, Εὐαγγελία. Ἐκ τῆς Γ' τάξεως προάγονται: Ἀλεξάνδρου Κ., Βασιλείου Μ., Γεωργίου Ε., Δημητρίου Α., Ἰωάννου Ν., Καραγιάννη Σ., Λαζαρίδου Ε., Μανωλάκη Χ. [614, 1421, 784, 1515]
article-minister-health [1003, 58, 1139, 165]
headline: ΓΡΑΙΑ ΛΗΝΟΦΟΡΗΘΗ ΕΝΤΟΣ ΠΑΡΑΠΗΓΜΑΤΟΣ [411, 1086, 598, 1114]
headline: ΕΞΕΔΟΘΗ ΕΝΔΙΑΦΕΡΟΥΣΑ ΜΕΘΟΔΟΛΟΓΙΚΗ ΜΕΛΕΤΗ ΔΙΑ ΤΑΣ ΜΕΛΛΟΝΤΙΚΑΣ ΠΡΟΕΚΤΑΣΕΙΣ ΤΟΥ ΠΛΗΘΥΣΜΟΥ [38, 979, 395, 1025]
headline: ΦΥΛΑΚΙΣΙΣ ΕΙΣ ΜΗΝΩΝ ΚΑΙ ΠΡΟΣΤΙΜΟΝ 1.000 ΔΡΧ. [411, 1231, 598, 1259]
article-weather [411, 697, 598, 806]
article-body: ΗΓΟΥΜΕΝΙΤΣΑ, 29. — Οἱ συλληφθέντες διὰ λαθρεμπόριον πυρομαχικῶν ἐδικάσθησαν σήμερον. Τὸ δικαστήριον ἐπέβαλεν εἰς τὸν κατηγορούμενον ποινὴν φυλακίσεως δύο ἐτῶν καὶ τριῶν μηνῶν, ἡ δὲ εἰκοσαέτις σύντροφος αὐτοῦ ἀπηλλάγη τῆς κατηγορίας. [38, 476, 212, 550]
article-body: ΑΘΗΝΑΙ, 29. — Ἐντὸς παραπήγματος εὑρέθη ἀπηγχονισμένη ἡλικιωμένη γυναίκα. [411, 1118, 598, 1150]
section-label: ΕΙΣ ΗΜΑΘΙΑΝ [411, 178, 480, 189]
article-body: ΑΘΗΝΑΙ, 29. — Νέαι εὐρείας ἐκτάσεως μεταβολαὶ ἐνηργήθησαν εἰς τὴν Χωροφυλακὴν διὰ τὴν πλήρωσιν κενῶν θέσεων. ΣΥΝΤΑΓΜΑΤΑΡΧΑΙ: Μ. Κολοκοτρώνης, Α. Σταθόπουλος. ΑΝΤΙΣΥΝΤΑΓΜΑΤΑΡΧΑΙ: Σ. Παπαδάκης, Γ. Νικολάου. ΤΑΓΜΑΤΑΡΧΑΙ: Α. Λάμπρου, Ε. Πετρόπουλος. ΜΟΙΡΑΡΧΟΙ: Β. Σταματόπουλος, Κ. Δημητρίου. [1364, 341, 1564, 425]
headline: ΕΠΙΔΗΜΙΑ ΤΥΦΟΥ Η ΠΑΡΑΤΥΦΙΚΗΣ ΛΟΙΜΩΞΕΩΣ ΠΛΗΤΤΕΙ ΑΠΟ ΔΕΚΑΗΜΕΡΟΥ ΤΟΝ ΠΥΡΓΟΝ [48, 222, 385, 252]
headline: ΠΡΟΑΓΩΓΑΙ ΑΝΘΥΠΑΣΠΙΣΤΩΝ ΕΙΣ ΑΝΘΥΠΟΛΟΧΑΓΟΥΣ [614, 1180, 1139, 1199]
headline: 2.000.000.000 ΔΡΑΧΜΩΝ ΔΙΑ ΤΗΝ ΣΥΓΚΕΝΤΡΩΣΙΝ ΤΩΝ ΣΙΤΗΡΩΝ [411, 820, 598, 860]
school-label: ΝΥΚΤΕΡΙΝΟΥ ΛΥΚΕΙΟΥ ΧΑΝ [970, 1552, 1104, 1563]
coin-price: 258,00 [569, 488, 598, 499]
column-rule [403, 58, 404, 2290]
page-number-banner [1357, 40, 1574, 84]
article-body: ΕΚ ΤΗΣ Α' ΤΑΞΕΩΣ ΠΡΟΑΓΟΝΤΑΙ ΕΙΣ ΤΗΝ Β': Ἀναστασίου Ἀ., Βαφειάδου Ε., Γιαννακοπούλου Μ., Δημοπούλου Χ., Ἐμμανουηλίδου Ἀ., Ζαφειρίου Κ., Ἠλιάδου Σ. [792, 1597, 962, 1649]
article-body: ΑΘΗΝΑΙ, 29. — Ἄγνωστοι διέρρηξαν κατὰ τὴν νύκτα σχολεῖον καὶ κατέστρεψαν γραπτὰ τῶν μαθητῶν. [411, 617, 598, 649]
headline: ΘΑ ΠΑΡΑΙΤΗΘΟΥΝ ΑΠΑΝΤΕΣ ΟΙ ΜΗΧΑΝΙΚΟΙ ΑΝ ΔΕΝ ΚΑΘΙΕΡΩΘΗ ΤΕΧΝΙΚΟΝ ΝΙΣΘΟΛΟΓΙΟΝ [1155, 792, 1564, 824]
article-municipal-bill [411, 58, 598, 253]
column-2 [411, 58, 598, 2290]
price-row [411, 530, 598, 540]
article-body: ΑΘΗΝΑΙ, 29. — Ὑπὸ ἀστυνομικῶν συνελήφθη ἐπ' αὐτοφώρῳ διαρρήκτης, ὁ ὁποῖος ἐπεχείρει νὰ εἰσέλθῃ εἰς οἰκίαν συνοικίας τῶν Ἀθηνῶν. Οὗτος ὡμολόγησεν πλείστας κλοπὰς καὶ ἀποδράσεις ἐκ τῶν φυλακῶν. [38, 865, 212, 928]
article-body: Κατὰ τὴν πρόγνωσιν τῆς Μετεωρολογικῆς Ὑπηρεσίας ὁ καιρὸς θὰ εἶναι νεφώσεις μὲ τοπικὰς βροχὰς εἰς τὴν Βόρειον Ἑλλάδα. [411, 774, 598, 806]
article-body: ΑΠΟΛΥΟΝΤΑΙ οἱ μαθηταί: Ἀρσενίου Ἀ., Βενετσάνου Γ., Γρηγορίου Π., Διαμαντίδη Ν., Ἐλευθερίου Ἑ., Θεοχάρη Χ., Κουφοῦ Ἀ., Μαργαρίτη Σ. [970, 1566, 1139, 1608]
article-unionists [1155, 92, 1564, 276]
price-row [411, 488, 598, 498]
article-body: ΑΘΗΝΑΙ, 29. — Προήχθησαν εἰς τὸν βαθμὸν τοῦ ἀνθυπολοχαγοῦ οἱ κάτωθι ἀνθυπασπισταί: ΕΙΣ ΤΟ ΠΕΖΙΚΟΝ: Οἱ ἀνθυπασπισταὶ Γεώργιος Π., Κωνσταντῖνος Μ., Ἀθανάσιος Κ., Δημήτριος Λ. ΕΙΣ ΤΟ ΙΠΠΙΚΟΝ: Νικόλαος Σ., Ἰωάννης Θ. ΕΙΣ ΤΟ ΠΥΡΟΒΟΛΙΚΟΝ: Μιχαὴλ Α., Παναγιώτης Β. ΕΙΣ ΤΟ ΜΗΧΑΝΙΚΟΝ: Χρῆστος Δ. ΕΙΣ ΤΟ ΤΕΘΩΡΑΚΙΣΜΕΝΩΝ: Εὐάγγελος Ν. [614, 1202, 962, 1286]
coin-name: Ἀγγλίας νέα [411, 467, 464, 478]
school-label: ΓΥΜΝΑΣΙΟΝ ΒΑΛΑΓΙΑΝΝΗ [792, 1405, 922, 1416]
headline: ΓΕΝΙΚΕΥΘΗ Η ΑΓΑΝΑΚΤΗΣΙΣ ΤΩΝ ΣΥΝΔΙΚΑΛΙΣΤΩΝ ΔΙΑ ΤΑΣ ΕΦΑΡΜΟΖΟΜΕΝΑΣ ΥΠΟ ΤΟΥ ΜΑΚΡΗ ΜΕΘΟΔΟΥΣ [1168, 92, 1551, 120]
article-body: Λήγει σήμερον τὸ σεμινάριον τῆς γυμναστικῆς διὰ τοὺς καθηγητάς φυσικῆς ἀγωγῆς. Ἐδιδάχθησαν αἱ νέαι μέθοδοι διδασκαλίας καὶ ἐγένοντο πρακτικαὶ ἀσκήσεις εἰς τὸ στάδιον. Οἱ συμμετέχοντες ἐξέφρασαν τὴν ἱκανοποίησίν των. [220, 647, 395, 721]
article-theft [411, 1298, 598, 1339]
headline: ΑΠΕΝΕΜΗΘΗΣΑΝ ΕΙΣ ΛΙΜΕΝΙΚΟΥΣ ΧΡΥΣΑ ΜΕΤΑΛΛΙΑ ΔΙΑ ΠΡΟΣΦΟΡΑΝ ΥΠΗΡΕΣΙΩΝ ΠΡΟΣ ΤΗΝ ΝΑΥΤΙΛΙΑΝ [38, 1100, 395, 1146]
coin-price: 165,00 [569, 519, 598, 530]
headline: ΤΟ ΠΡΟΓΡΑΜΜΑ ΤΗΣ ΠΟΡΕΙΑΣ ΠΡΟΣ ΤΟ ΚΑΣΤΡΙ ΚΑΙ ΑΛΛΩΝ ΕΚΔΗΛΩΣΕΩΝ ΤΗΣ ΕΝ. ΚΕΝΤΡΟΥ [1155, 1019, 1564, 1051]
article-body: ΑΘΗΝΑΙ, 29. — Ὑπὸ ἀστυνομικῶν συνελήφθη ἐπ' αὐτοφώρῳ διαρρήκτης, ὁ ὁποῖος ἐπεχείρει νὰ εἰσέλθῃ εἰς οἰκίαν συνοικίας τῶν Ἀθηνῶν. Οὗτος ὡμολόγησεν πλείστας κλοπὰς καὶ ἀποδράσεις ἐκ τῶν φυλακῶν. [220, 899, 395, 961]
coin-name: Ἰταλικὸν [411, 508, 450, 519]
headline: ΤΟ ΝΟΜΟΣΧΕΔΙΟΝ ΠΕΡΙ ΒΙΟΤΕΧΝΙΑΣ [411, 1019, 598, 1047]
column-4 [1003, 58, 1139, 1165]
column-rule [1147, 58, 1148, 2290]
article-gendarmerie [1155, 292, 1564, 514]
headline: ΚΑΤΑΤΙΘΕΤΑΙ ΣΗΜΕΡΟΝ ΤΟ ΝΟΜΟΣΧΕΔΙΟΝ ΠΕΡΙ ΚΑΤΑΣΤΑΣΕΩΣ ΔΗΜΟΤΙΚΩΝ ΥΠΑΛΛΗΛΩΝ [411, 58, 598, 109]
headline: ΤΗΝ ΝΥΚΤΑ Ο ΑΓΩΝ ΜΕΤΑΞΥ ΟΛΥΜΠΙΑΚΟΥ — ΤΡΙΚΑΛΩΝ [614, 287, 988, 324]
article-body: ΒΟΛΟΣ, 29. — Τὸ δικαστήριον ἠθώωσε τὰ μέλη τῆς ΕΔΗΝ τὰ ὁποῖα εἶχον παραπεμφθῇ διὰ περιύβρισιν τῶν ὑπουργῶν. [1364, 592, 1564, 624]
article-body: Ὑπὸ τοῦ Πλημμελειοδικείου κατεδικάσθη εἰς φυλάκισιν ὁ κατηγορούμενος. [1003, 773, 1139, 805]
coin-name: Εικοσ. ρατ [411, 540, 457, 551]
article-body: Χαράλαμπος, Γεώργιος, Ἀθανάσιος, Ἰωάννης, Κωνσταντῖνος, Δημήτριος, Νικόλαος, Παναγιώτης, Βασίλειος, Χρῆστος, Ἐλένη, Μαρία, Ἀναστασία, Αἰκατερίνη, Σοφία, Εὐαγγελία. Ἐκ τῆς Γ' τάξεως προάγονται: Ἀλεξάνδρου Κ., Βασιλείου Μ., Γεωργίου Ε., Δημητρίου Α., Ἰωάννου Ν., Καραγιάννη Σ., Λαζαρίδου Ε., Μανωλάκη Χ. [614, 1517, 784, 1611]
coin-price: 256,00 [569, 498, 598, 509]
article-medals [38, 1100, 395, 1236]
article-body: ΑΘΗΝΑΙ, 29. — Ὁ ὑπουργὸς Βιομηχανίας θὰ καταθέσῃ νομοσχέδιον περὶ βιοτεχνίας. [411, 1051, 598, 1072]
article-engineers [1155, 792, 1564, 883]
coin-price: 366,00 [569, 467, 598, 478]
headline: ΚΑΤΕΔΙΚΑΣΘΗ ΔΙ' ΕΚΜΕΤΑΛΛΕΥΣΙΝ ΙΕΡΟΔΟΥΛΟΥ [1003, 730, 1139, 770]
article-body: ΑΘΗΝΑΙ, 29. — Ἡ ἀγανάκτησις τῶν συνδικαλιστῶν διὰ τὰς μεθόδους τοῦ προέδρου τῆς ΓΣΕΕ γενικεύεται. Κατατίθεται νέα προσφυγὴ κατὰ τοῦ συνεδρίου ἐνώπιον τῶν ἁρμοδίων δικαστηρίων, αἱ δὲ ὀργανώσεις ζητοῦν τὴν ἀκύρωσιν τῶν ἀποφάσεών του. [1364, 145, 1564, 207]
coin-name: Ἐλβετ. Ιν. κοπῆς [411, 519, 482, 530]
article-fire [411, 1164, 598, 1217]
headline: ΕΚΔΗΛΩΣΕΙΣ ΕΙΣ ΚΑΒΑΛΑΝ ΚΑΙ ΤΑΣ ΣΕΡΡΑΣ ΕΠΙ ΤΗ ΕΠΕΤΕΙΩ ΤΗΣ ΑΠΕΛΕΥΘΕΡΩΣΕΩΣ ΤΩΝ [38, 1252, 395, 1284]
article-school-theft [411, 1352, 598, 1393]
article-body: Σοβαρὸν ἐπεισόδιον ἐσημειώθη χθὲς τὴν νύκτα εἰς λεωφορεῖον τοῦ ΟΑΣΘ μεταξὺ ἐπιβατῶν καὶ εἰσπράκτορος. [1003, 376, 1139, 418]
article-fine [411, 1231, 598, 1284]
headline: ΗΘΩΩΘΗΣΑΝ ΜΕΛΗ ΤΗΣ ΕΔΗΝ ΒΟΛΟΥ ΠΑΡΑΠΕΜΦΘΕΝΤΑ ΔΙΑ ΠΕΡΙ-Υ-ΒΡΙΣΙΝ ΤΩΝ ΥΠΟΥΡΓΩΝ ΓΚΛΑΒΑΝΗ ΚΑΙ ΜΠΑΚΑΤΣΕΛΟΥ [1155, 530, 1564, 575]
school-label: ΛΥΚΕΙΟΥ ΓΚΟΝΟΥ [792, 1528, 880, 1539]
article-body: ΑΠΟΛΥΟΝΤΑΙ: Ἀντωνίου Μ., Βασιλειάδου Ε., Γεωργιάδου Ἀ., Δαμιανίδου Κ., Ἰωαννίδου Σ., Καλλιγάρη Ἑ., Λεοντίδου Ν. [970, 1463, 1139, 1505]
article-gold-prices [411, 391, 598, 561]
deck: Σήμερον ἡ ἀπόφασις τῆς ΕΠΟ διὰ τὸν ἀγῶνα «Καβάλας» — «ΑΕΚ». — Τὸ πρωτάθλημα μπάσκετ Α' κατηγορίας Θεσσαλονίκης. — Οἱ χθεσινοὶ ἀγῶνες Β' Ἐθνικῆς. — Πανελλήνιοι ἀγῶνες κολυμβήσεως. — Παγκόσμια νέα. [616, 198, 986, 282]
headline: ΣΥΓΚΕΝΤΡΩΣΙΣ ΚΑΤΟΙΚΩΝ ΤΗΣ ΑΝΩ ΠΟΛΕΩΣ [411, 943, 598, 970]
article-body: ΒΟΛΟΣ, 29. — Τὸ δικαστήριον ἠθώωσε τὰ μέλη τῆς ΕΔΗΝ τὰ ὁποῖα εἶχον παραπεμφθῇ διὰ περιύβρισιν τῶν ὑπουργῶν. [1155, 579, 1498, 634]
article-workers-germany [411, 267, 598, 376]
article-body: Λήγει σήμερον τὸ σεμινάριον τῆς γυμναστικῆς διὰ τοὺς καθηγητάς φυσικῆς ἀγωγῆς. Ἐδιδάχθησαν αἱ νέαι μέθοδοι διδασκαλίας καὶ ἐγένοντο πρακτικαὶ ἀσκήσεις εἰς τὸ στάδιον. Οἱ συμμετέχοντες ἐξέφρασαν τὴν ἱκανοποίησίν των. [38, 647, 212, 721]
headline: ΝΥΚΤΕΡΙΝΟΝ ΕΠΕΙΣΟΔΙΟΝ ΕΙΣ ΛΕΩΦΟΡΕΙΟΝ ΤΟΥ ΟΑΣΘ [1003, 321, 1139, 372]
article-body: ΠΥΡΓΟΣ, 29. — Κρούσματα τύφου ἢ παρατυφικῆς λοιμώξεως ἐσημειώθησαν εἰς τὴν πόλιν ἀπὸ δεκαημέρου. Αἱ ὑγειονομικαὶ ἀρχαὶ ἔλαβον μέτρα διὰ τὴν ἀντιμετώπισιν τῆς ἐπιδημίας. Μέχρι σήμερον οἱ ἀσθενεῖς ἀνέρχονται εἰς δεκάδας, νοσηλεύονται δὲ εἰς τὸ νοσοκομεῖον τῆς πόλεως. [38, 277, 395, 405]
article-body: ΑΘΗΝΑΙ, 29. — Ἐγκρίθησαν μεταθέσεις ὑπαλλήλων αὐτοδιοικήσεως ὑπηρετούντων εἰς τὴν Βόρειον Ἑλλάδα. [1364, 968, 1564, 1000]
article-body: ΑΘΗΝΑΙ, 29. — Ἐνεκρίθη πίστωσις διὰ τὴν συγκέντρωσιν τῆς ἐφετεινῆς παραγωγῆς σιτηρῶν. [411, 897, 598, 929]
article-smuggler [38, 423, 395, 553]
article-body: ΑΘΗΝΑΙ, 29. — Ἐγκρίθησαν μεταθέσεις ὑπαλλήλων αὐτοδιοικήσεως ὑπηρετούντων εἰς τὴν Βόρειον Ἑλλάδα. [1364, 935, 1564, 966]
subheadline: ΚΑΤΑΤΙΘΕΤΑΙ ΝΕΑ ΠΡΟΣΦΥΓΗ ΚΑΤΑ ΤΟΥ ΣΥΝΕΔΡΙΟΥ [1155, 123, 1564, 142]
subheadline: ΕΓΕΝΕΤΟ ΔΙΔΑΣΚΑΛΙΑ ΤΩΝ ΝΕΩΝ ΜΕΘΟΔΩΝ [38, 605, 395, 644]
article-body: ΕΚ ΤΗΣ Α' ΤΑΞΕΩΣ ΠΡΟΑΓΟΝΤΑΙ ΕΙΣ ΤΗΝ Β': Ἀναστασίου Ἀ., Βαφειάδου Ε., Γιαννακοπούλου Μ., Δημοπούλου Χ., Ἐμμανουηλίδου Ἀ., Ζαφειρίου Κ., Ἠλιάδου Σ. [792, 1381, 1139, 1684]
article-body: ΑΘΗΝΑΙ, 29. — Βουλευταὶ κατέθεσαν ἐρώτησιν διὰ τὰ ἡμερομίσθια τῶν Ἑλλήνων ἐργατῶν εἰς τὴν Δυτικὴν Γερμανίαν. [411, 311, 598, 342]
column-rule [606, 58, 607, 2290]
article-ahepa [1003, 543, 1139, 627]
article-body: Συνελήφθη θυρωρὸς πολυκατοικίας κατηγορούμενος διὰ ἀποπλάνησιν ἀνηλίκου. [1003, 862, 1139, 904]
headline: ΕΚΛΕΨΕΝ ΕΙΔΗ ΑΠΟ ΣΧΟΛΕΙΟΝ [411, 1352, 598, 1369]
article-body: ΑΠΟΛΥΟΝΤΑΙ οἱ μαθηταί: Ἀρσενίου Ἀ., Βενετσάνου Γ., Γρηγορίου Π., Διαμαντίδη Ν., Ἐλευθερίου Ἑ., Θεοχάρη Χ., Κουφοῦ Ἀ., Μαργαρίτη Σ. [970, 1655, 1139, 1697]
article-body: ΑΘΗΝΑΙ, 29. — Ἐγκρίθησαν μεταθέσεις ὑπαλλήλων αὐτοδιοικήσεως ὑπηρετούντων εἰς τὴν Βόρειον Ἑλλάδα. [1155, 968, 1356, 1000]
article-body: ΑΘΗΝΑΙ, 29. — Νέαι εὐρείας ἐκτάσεως μεταβολαὶ ἐνηργήθησαν εἰς τὴν Χωροφυλακὴν διὰ τὴν πλήρωσιν κενῶν θέσεων. ΣΥΝΤΑΓΜΑΤΑΡΧΑΙ: Μ. Κολοκοτρώνης, Α. Σταθόπουλος. ΑΝΤΙΣΥΝΤΑΓΜΑΤΑΡΧΑΙ: Σ. Παπαδάκης, Γ. Νικολάου. ΤΑΓΜΑΤΑΡΧΑΙ: Α. Λάμπρου, Ε. Πετρόπουλος. ΜΟΙΡΑΡΧΟΙ: Β. Σταματόπουλος, Κ. Δημητρίου. [1155, 341, 1356, 425]
article-body: ΑΠΟΛΥΟΝΤΑΙ: Ἀντωνίου Μ., Βασιλειάδου Ε., Γεωργιάδου Ἀ., Δαμιανίδου Κ., Ἰωαννίδου Σ., Καλλιγάρη Ἑ., Λεοντίδου Ν. [970, 1418, 1139, 1461]
article-body: ΑΘΗΝΑΙ, 29. — Ὁ ὑπουργὸς Ἐσωτερικῶν θὰ καταθέσῃ σήμερον εἰς τὴν Βουλὴν τὸ νομοσχέδιον περὶ καταστάσεως τῶν δημοτικῶν ὑπαλλήλων, διὰ τοῦ ὁποίου ρυθμίζονται θέματα προαγωγῶν καὶ μισθολογίου. [411, 192, 598, 254]
promotions-article [614, 1167, 1139, 1317]
article-elderly-woman [411, 1086, 598, 1149]
article-body: ΕΚ ΤΗΣ Α' ΤΑΞΕΩΣ ΠΡΟΑΓΟΝΤΑΙ ΕΙΣ ΤΗΝ Β': Ἀθανασίου Γ., Βλάχου Κ., Γκότση Δ., Δόικου Ε., Ζαχαρίου Η., Θεοδωρίδου Μ., Καλαϊτζῆ Π., Κυριακίδου Σ., Λιάκου Ν. [792, 1418, 962, 1471]
article-body: ΑΘΗΝΑΙ, 29. — Νέαι εὐρείας ἐκτάσεως μεταβολαὶ ἐνηργήθησαν εἰς τὴν Χωροφυλακὴν διὰ τὴν πλήρωσιν κενῶν θέσεων. ΣΥΝΤΑΓΜΑΤΑΡΧΑΙ: Μ. Κολοκοτρώνης, Α. Σταθόπουλος. ΑΝΤΙΣΥΝΤΑΓΜΑΤΑΡΧΑΙ: Σ. Παπαδάκης, Γ. Νικολάου. ΤΑΓΜΑΤΑΡΧΑΙ: Α. Λάμπρου, Ε. Πετρόπουλος. ΜΟΙΡΑΡΧΟΙ: Β. Σταματόπουλος, Κ. Δημητρίου. [1155, 427, 1356, 511]
article-body: ΒΟΛΟΣ, 29. — Τὸ δικαστήριον ἠθώωσε τὰ μέλη τῆς ΕΔΗΝ τὰ ὁποῖα εἶχον παραπεμφθῇ διὰ περιύβρισιν τῶν ὑπουργῶν. [1155, 579, 1356, 610]
subheadline: ΕΙΣ ΔΕΚΑΔΑΣ ΑΝΕΡΧΟΝΤΑΙ ΤΑ ΚΡΟΥΣΜΑΤΑ [38, 255, 395, 274]
